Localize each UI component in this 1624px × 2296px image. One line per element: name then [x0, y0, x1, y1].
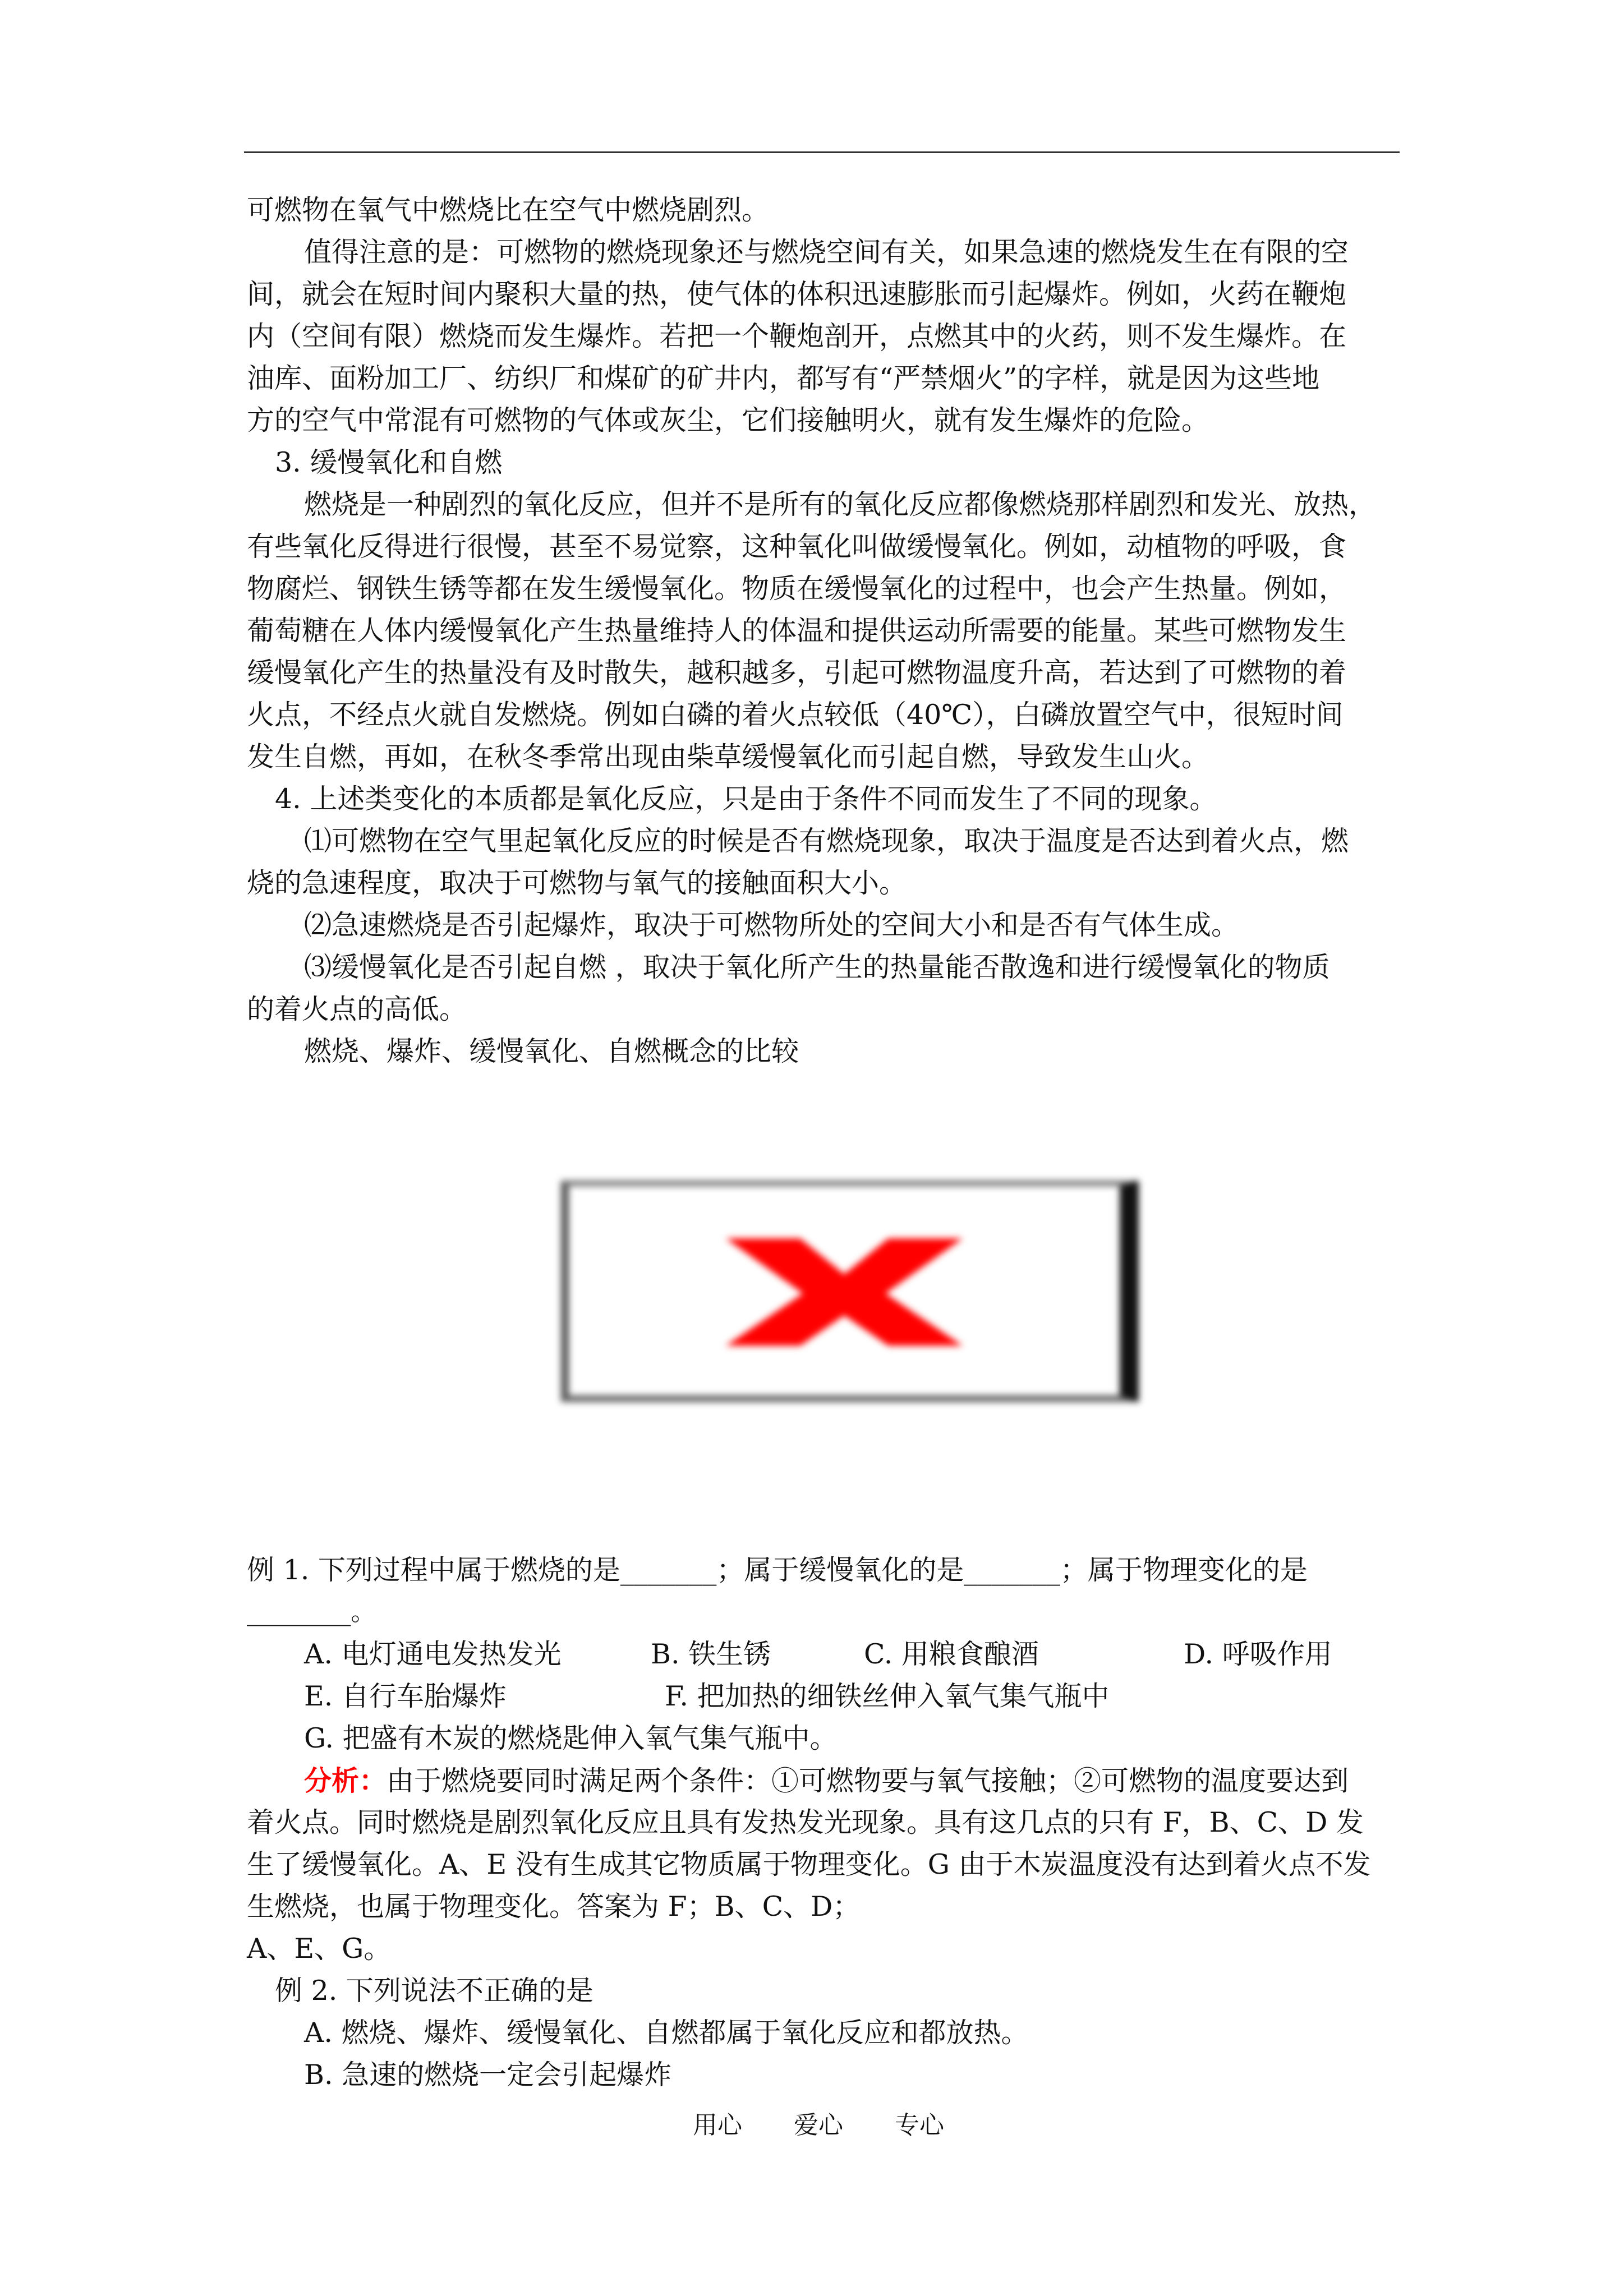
- text-line: ⑵急速燃烧是否引起爆炸，取决于可燃物所处的空间大小和是否有气体生成。: [304, 909, 1239, 941]
- footer-middle: 爱心: [794, 2111, 843, 2140]
- page-footer: [0, 2109, 1624, 2142]
- example1-option-f: F. 把加热的细铁丝伸入氧气集气瓶中: [665, 1680, 1110, 1712]
- text-line: 值得注意的是：可燃物的燃烧现象还与燃烧空间有关，如果急速的燃烧发生在有限的空: [304, 236, 1349, 268]
- header-rule: [244, 151, 1400, 153]
- example1-option-a: A. 电灯通电发热发光: [304, 1638, 562, 1670]
- text-line: 有些氧化反得进行很慢，甚至不易觉察，这种氧化叫做缓慢氧化。例如，动植物的呼吸，食: [247, 531, 1347, 563]
- example1-question-blank: _______。: [247, 1598, 376, 1626]
- example1-option-g: G. 把盛有木炭的燃烧匙伸入氧气集气瓶中。: [304, 1722, 838, 1754]
- text-line: 发生自燃，再如，在秋冬季常出现由柴草缓慢氧化而引起自燃，导致发生山火。: [247, 741, 1209, 773]
- example2-option-a: A. 燃烧、爆炸、缓慢氧化、自燃都属于氧化反应和都放热。: [304, 2017, 1029, 2049]
- text-line: 方的空气中常混有可燃物的气体或灰尘，它们接触明火，就有发生爆炸的危险。: [247, 404, 1209, 436]
- table-caption: 燃烧、爆炸、缓慢氧化、自燃概念的比较: [304, 1035, 799, 1067]
- example1-option-c: C. 用粮食酿酒: [864, 1638, 1039, 1670]
- footer-right: 专心: [895, 2111, 944, 2140]
- analysis-line: 生燃烧，也属于物理变化。答案为 F；B、C、D；: [247, 1891, 861, 1922]
- text-line: 烧的急速程度，取决于可燃物与氧气的接触面积大小。: [247, 867, 907, 899]
- text-line: 油库、面粉加工厂、纺织厂和煤矿的矿井内，都写有“严禁烟火”的字样，就是因为这些地: [247, 362, 1320, 394]
- analysis-line: 生了缓慢氧化。A、E 没有生成其它物质属于物理变化。G 由于木炭温度没有达到着火点不发: [247, 1848, 1371, 1880]
- example2-question: 例 2. 下列说法不正确的是: [275, 1975, 594, 2007]
- red-cross-icon: [569, 1186, 1120, 1395]
- analysis-answer: A、E、G。: [247, 1933, 392, 1965]
- text-line: 间，就会在短时间内聚积大量的热，使气体的体积迅速膨胀而引起爆炸。例如，火药在鞭炮: [247, 278, 1347, 310]
- section-heading: 3. 缓慢氧化和自燃: [275, 446, 503, 478]
- text-line: ⑶缓慢氧化是否引起自燃 ，取决于氧化所产生的热量能否散逸和进行缓慢氧化的物质: [304, 951, 1330, 983]
- example1-option-d: D. 呼吸作用: [1184, 1638, 1332, 1670]
- analysis-line: 着火点。同时燃烧是剧烈氧化反应且具有发热发光现象。具有这几点的只有 F，B、C、D 发: [247, 1806, 1364, 1838]
- example1-question: 例 1. 下列过程中属于燃烧的是_______；属于缓慢氧化的是_______；属于物理变化的是: [247, 1554, 1308, 1586]
- section-heading: 4. 上述类变化的本质都是氧化反应，只是由于条件不同而发生了不同的现象。: [275, 783, 1217, 815]
- example1-option-b: B. 铁生锈: [651, 1638, 771, 1670]
- text-line: 的着火点的高低。: [247, 993, 467, 1025]
- text-line: 可燃物在氧气中燃烧比在空气中燃烧剧烈。: [247, 194, 770, 226]
- text-line: 葡萄糖在人体内缓慢氧化产生热量维持人的体温和提供运动所需要的能量。某些可燃物发生: [247, 615, 1347, 647]
- footer-left: 用心: [693, 2111, 742, 2140]
- broken-image-icon: [561, 1181, 1139, 1402]
- text-line: 内（空间有限）燃烧而发生爆炸。若把一个鞭炮剖开，点燃其中的火药，则不发生爆炸。在: [247, 320, 1347, 352]
- analysis-line: [304, 1764, 1349, 1798]
- text-line: 物腐烂、钢铁生锈等都在发生缓慢氧化。物质在缓慢氧化的过程中，也会产生热量。例如，: [247, 573, 1347, 605]
- analysis-text: 由于燃烧要同时满足两个条件：①可燃物要与氧气接触；②可燃物的温度要达到: [387, 1765, 1349, 1797]
- example2-option-b: B. 急速的燃烧一定会引起爆炸: [304, 2059, 672, 2091]
- example1-option-e: E. 自行车胎爆炸: [304, 1680, 507, 1712]
- text-line: 燃烧是一种剧烈的氧化反应，但并不是所有的氧化反应都像燃烧那样剧烈和发光、放热，: [304, 488, 1377, 520]
- text-line: ⑴可燃物在空气里起氧化反应的时候是否有燃烧现象，取决于温度是否达到着火点，燃: [304, 825, 1349, 857]
- text-line: 缓慢氧化产生的热量没有及时散失，越积越多，引起可燃物温度升高，若达到了可燃物的着: [247, 657, 1347, 689]
- analysis-label: 分析：: [304, 1764, 387, 1797]
- text-line: 火点，不经点火就自发燃烧。例如白磷的着火点较低（40℃），白磷放置空气中，很短时间: [247, 699, 1344, 731]
